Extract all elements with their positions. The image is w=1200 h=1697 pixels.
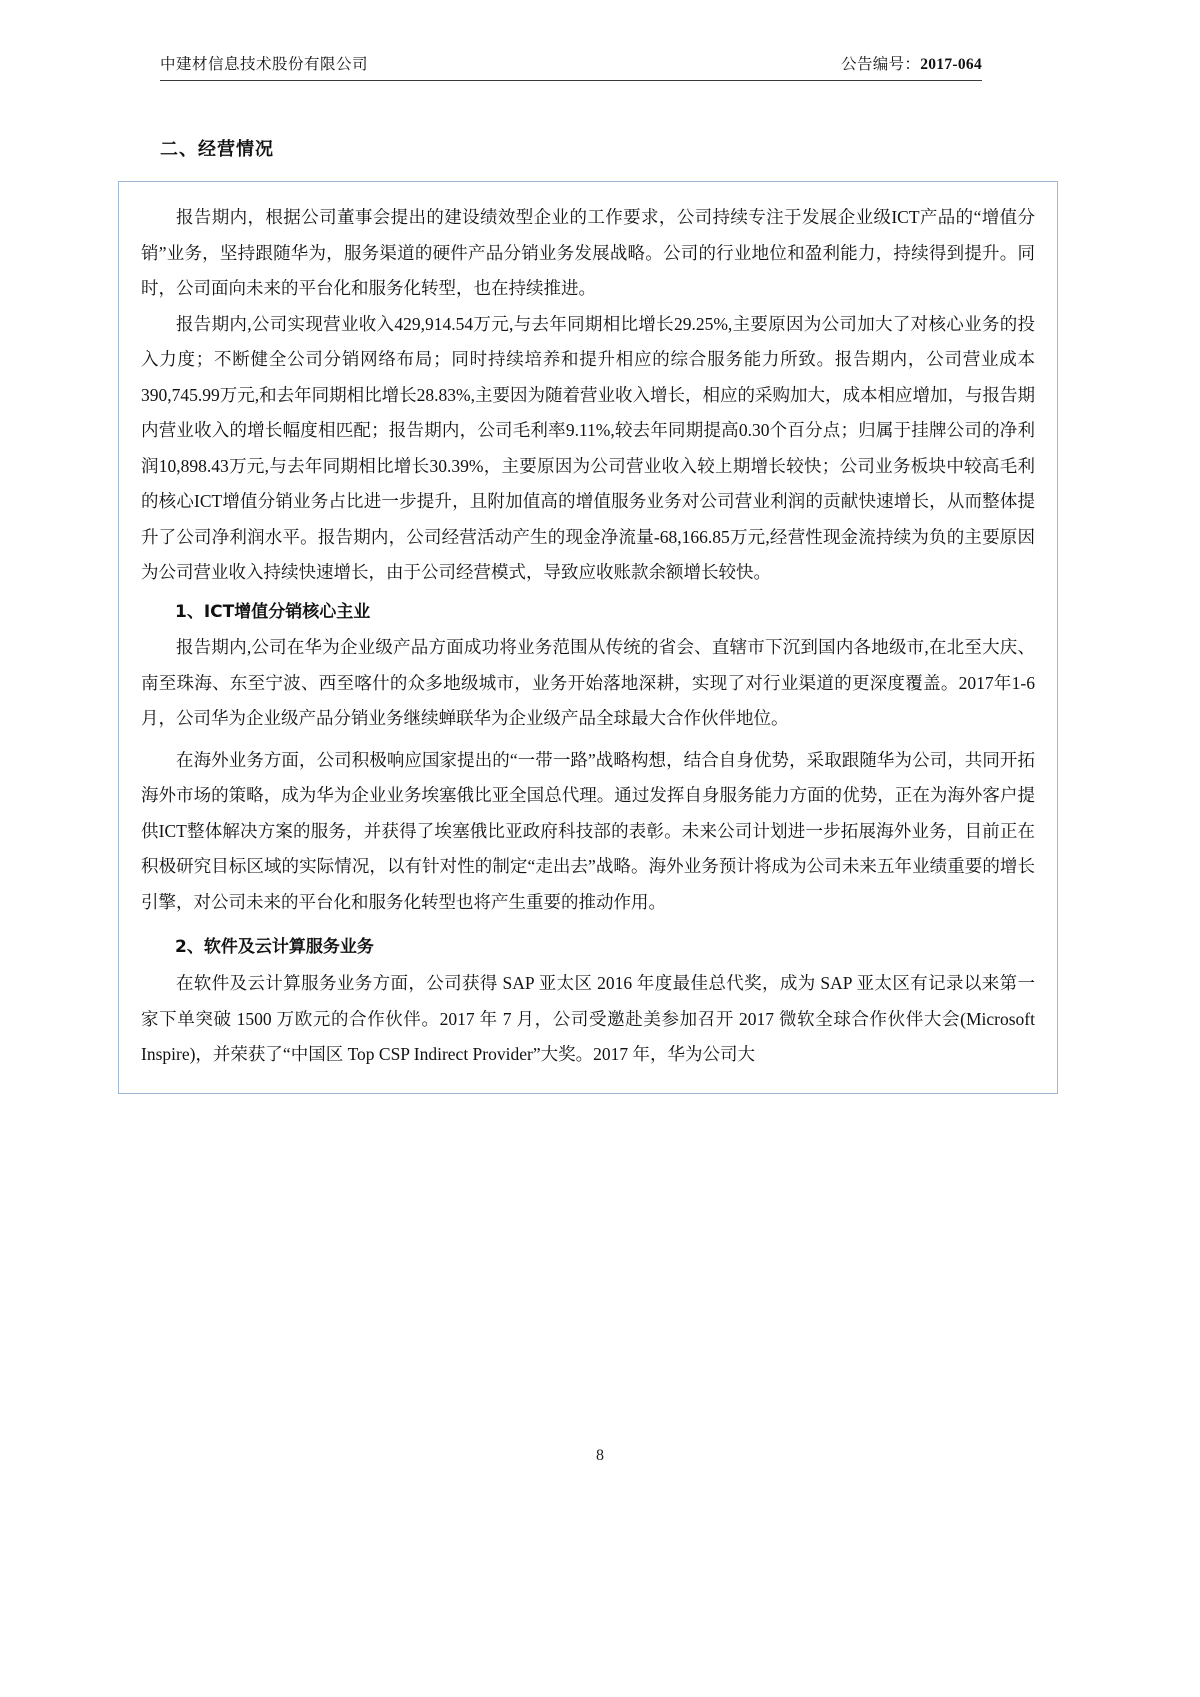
spacer — [141, 920, 1035, 926]
subsection-heading-1: 1、ICT增值分销核心主业 — [175, 601, 371, 622]
header-announcement-label: 公告编号： — [841, 56, 921, 73]
document-header — [160, 52, 982, 81]
paragraph: 报告期内,公司在华为企业级产品方面成功将业务范围从传统的省会、直辖市下沉到国内各地级市,在北至大庆、南至珠海、东至宁波、西至喀什的众多地级城市，业务开始落地深耕，实现了对行业渠道的更深度覆盖。2017年1-6月，公司华为企业级产品分销业务继续蝉联华为企业级产品全球最大合作伙伴地位。 — [141, 637, 1035, 729]
paragraph: 在海外业务方面，公司积极响应国家提出的“一带一路”战略构想，结合自身优势，采取跟随华为公司，共同开拓海外市场的策略，成为华为企业业务埃塞俄比亚全国总代理。通过发挥自身服务能力方面的优势，正在为海外客户提供ICT整体解决方案的服务，并获得了埃塞俄比亚政府科技部的表彰。未来公司计划进一步拓展海外业务，目前正在积极研究目标区域的实际情况，以有针对性的制定“走出去”战略。海外业务预计将成为公司未来五年业绩重要的增长引擎，对公司未来的平台化和服务化转型也将产生重要的推动作用。 — [141, 749, 1035, 912]
paragraph: 报告期内，根据公司董事会提出的建设绩效型企业的工作要求，公司持续专注于发展企业级ICT产品的“增值分销”业务，坚持跟随华为，服务渠道的硬件产品分销业务发展战略。公司的行业地位和盈利能力，持续得到提升。同时，公司面向未来的平台化和服务化转型，也在持续推进。 — [141, 207, 1035, 299]
page-number: 8 — [596, 1447, 604, 1464]
header-announcement-number: 2017-064 — [920, 56, 982, 73]
paragraph: 报告期内,公司实现营业收入429,914.54万元,与去年同期相比增长29.25%,主要原因为公司加大了对核心业务的投入力度；不断健全公司分销网络布局；同时持续培养和提升相应的综合服务能力所致。报告期内，公司营业成本390,745.99万元,和去年同期相比增长28.83%,主要因为随着营业收入增长，相应的采购加大，成本相应增加，与报告期内营业收入的增长幅度相匹配；报告期内，公司毛利率9.11%,较去年同期提高0.30个百分点；归属于挂牌公司的净利润10,898.43万元,与去年同期相比增长30.39%，主要原因为公司营业收入较上期增长较快；公司业务板块中较高毛利的核心ICT增值分销业务占比进一步提升，且附加值高的增值服务业务对公司营业利润的贡献快速增长，从而整体提升了公司净利润水平。报告期内，公司经营活动产生的现金净流量-68,166.85万元,经营性现金流持续为负的主要原因为公司营业收入持续快速增长，由于公司经营模式，导致应收账款余额增长较快。 — [141, 313, 1035, 583]
header-company-name: 中建材信息技术股份有限公司 — [160, 55, 369, 73]
subsection-heading-2: 2、软件及云计算服务业务 — [175, 937, 374, 958]
page-content — [118, 52, 1070, 1094]
section-heading: 二、经营情况 — [160, 139, 274, 160]
body-content-box — [118, 181, 1058, 1094]
header-announcement — [841, 52, 982, 74]
paragraph: 在软件及云计算服务业务方面，公司获得 SAP 亚太区 2016 年度最佳总代奖，成为 SAP 亚太区有记录以来第一家下单突破 1500 万欧元的合作伙伴。2017 年 7 月，公司受邀赴美参加召开 2017 微软全球合作伙伴大会(Microsoft Inspire)，并荣获了“中国区 Top CSP Indirect Provider”大奖。2017 年，华为公司大 — [141, 973, 1035, 1065]
